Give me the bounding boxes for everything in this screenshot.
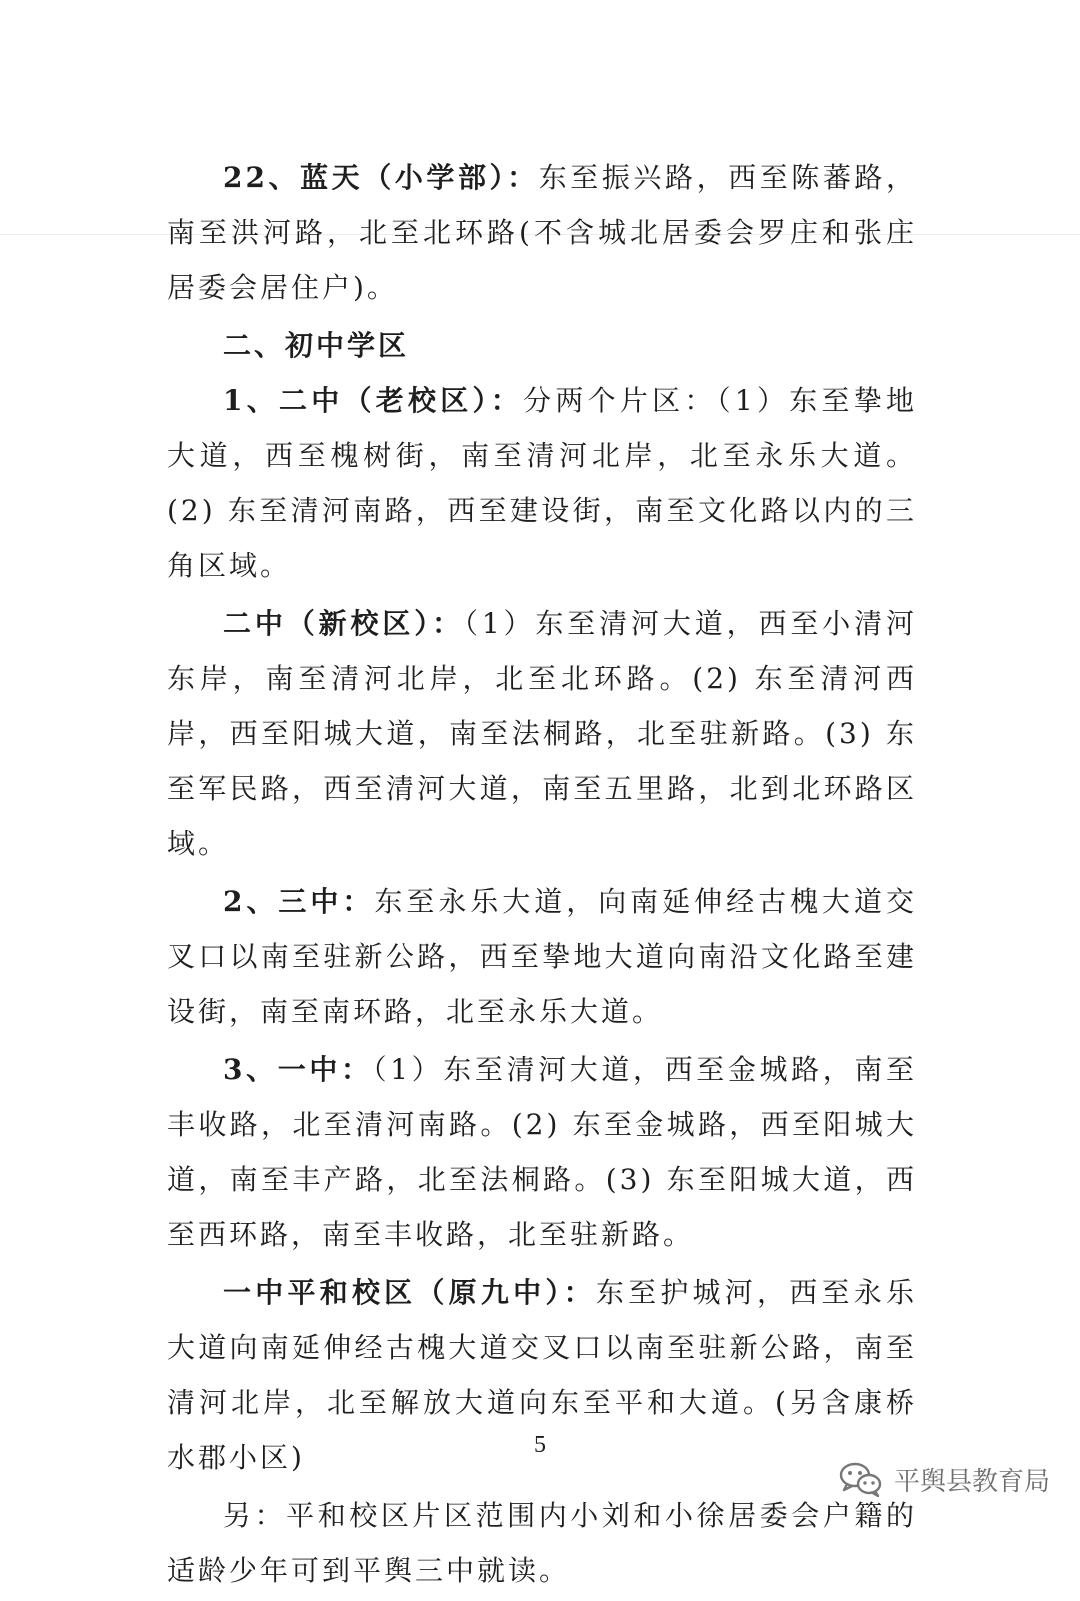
paragraph-head: 一中平和校区（原九中）：: [223, 1276, 596, 1309]
wechat-watermark: [838, 1459, 1050, 1499]
paragraph-head: 2、三中：: [223, 885, 375, 918]
paragraph-yizhong: [167, 1042, 917, 1262]
section-heading-junior-high: 二、初中学区: [223, 329, 410, 362]
paragraph-head: 二中（新校区）：: [223, 607, 464, 640]
watermark-text: 平舆县教育局: [893, 1466, 1050, 1497]
page-number: 5: [534, 1432, 546, 1458]
paragraph-body: 东至护城河，西至永乐大道向南延伸经古槐大道交叉口以南至驻新公路，南至清河北岸，北至解放大道向东至平和大道。(另含康桥水郡小区): [167, 1276, 917, 1474]
paragraph-body: （1）东至清河大道，西至小清河东岸，南至清河北岸，北至北环路。(2) 东至清河西岸，西至阳城大道，南至法桐路，北至驻新路。(3) 东至军民路，西至清河大道，南至五里路，北到北环路区域。: [167, 607, 917, 860]
paragraph-sanzhong: [167, 874, 917, 1039]
paragraph-note: [167, 1488, 917, 1598]
paragraph-head: 3、一中：: [223, 1053, 373, 1086]
paragraph-body: （1）东至清河大道，西至金城路，南至丰收路，北至清河南路。(2) 东至金城路，西至阳城大道，南至丰产路，北至法桐路。(3) 东至阳城大道，西至西环路，南至丰收路，北至驻新路。: [167, 1053, 917, 1251]
paragraph-body: 分两个片区：（1）东至挚地大道，西至槐树街，南至清河北岸，北至永乐大道。(2) 东至清河南路，西至建设街，南至文化路以内的三角区域。: [167, 384, 917, 582]
paragraph-erzhong-old: [167, 373, 917, 593]
paragraph-lantian: [167, 150, 917, 315]
paragraph-body: 东至永乐大道，向南延伸经古槐大道交叉口以南至驻新公路，西至挚地大道向南沿文化路至建设街，南至南环路，北至永乐大道。: [167, 885, 917, 1028]
paragraph-body: 东至振兴路，西至陈蕃路，南至洪河路，北至北环路(不含城北居委会罗庄和张庄居委会居住户)。: [167, 161, 917, 304]
wechat-icon: [838, 1459, 884, 1499]
paragraph-head: 1、二中（老校区）：: [223, 384, 524, 417]
paragraph-head: 22、蓝天（小学部）：: [223, 161, 539, 194]
paragraph-body: 另：平和校区片区范围内小刘和小徐居委会户籍的适龄少年可到平舆三中就读。: [167, 1499, 917, 1587]
paragraph-erzhong-new: [167, 596, 917, 871]
document-page: [167, 150, 917, 1601]
